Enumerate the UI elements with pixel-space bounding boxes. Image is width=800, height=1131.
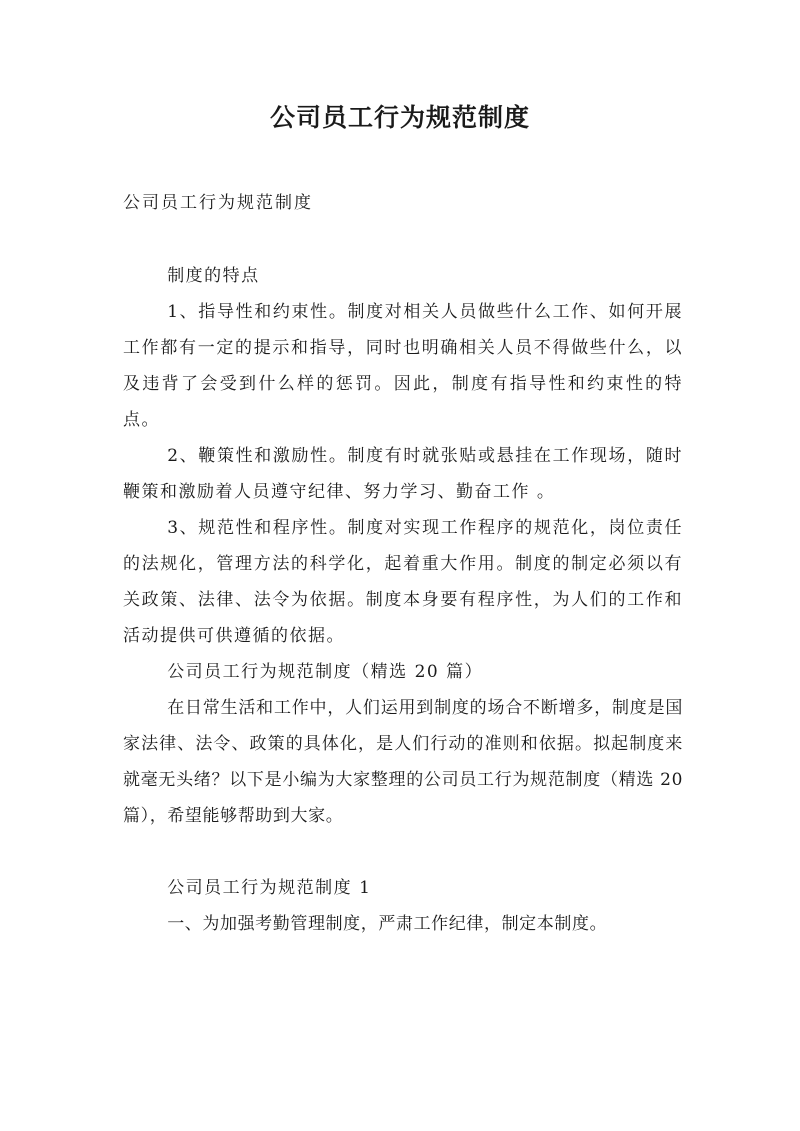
section-heading-part-1: 公司员工行为规范制度 1 (167, 878, 372, 898)
paragraph-article-1: 一、为加强考勤管理制度，严肃工作纪律，制定本制度。 (167, 914, 608, 934)
paragraph-intro: 在日常生活和工作中，人们运用到制度的场合不断增多，制度是国家法律、法令、政策的具体化，是人们行动的准则和依据。拟起制度来就毫无头绪？以下是小编为大家整理的公司员工行为规范制度（精选 20 篇），希望能够帮助到大家。 (123, 698, 683, 826)
paragraph-feature-1: 1、指导性和约束性。制度对相关人员做些什么工作、如何开展工作都有一定的提示和指导，同时也明确相关人员不得做些什么，以及违背了会受到什么样的惩罚。因此，制度有指导性和约束性的特点。 (123, 302, 683, 430)
section-heading-features: 制度的特点 (167, 266, 260, 286)
section-heading-collection: 公司员工行为规范制度（精选 20 篇） (167, 662, 484, 682)
paragraph-feature-3: 3、规范性和程序性。制度对实现工作程序的规范化，岗位责任的法规化，管理方法的科学化，起着重大作用。制度的制定必须以有关政策、法律、法令为依据。制度本身要有程序性，为人们的工作和活动提供可供遵循的依据。 (123, 518, 683, 646)
document-body (123, 258, 683, 942)
document-subtitle: 公司员工行为规范制度 (123, 193, 313, 213)
paragraph-feature-2: 2、鞭策性和激励性。制度有时就张贴或悬挂在工作现场，随时鞭策和激励着人员遵守纪律、努力学习、勤奋工作 。 (123, 446, 683, 502)
document-title: 公司员工行为规范制度 (269, 103, 530, 132)
